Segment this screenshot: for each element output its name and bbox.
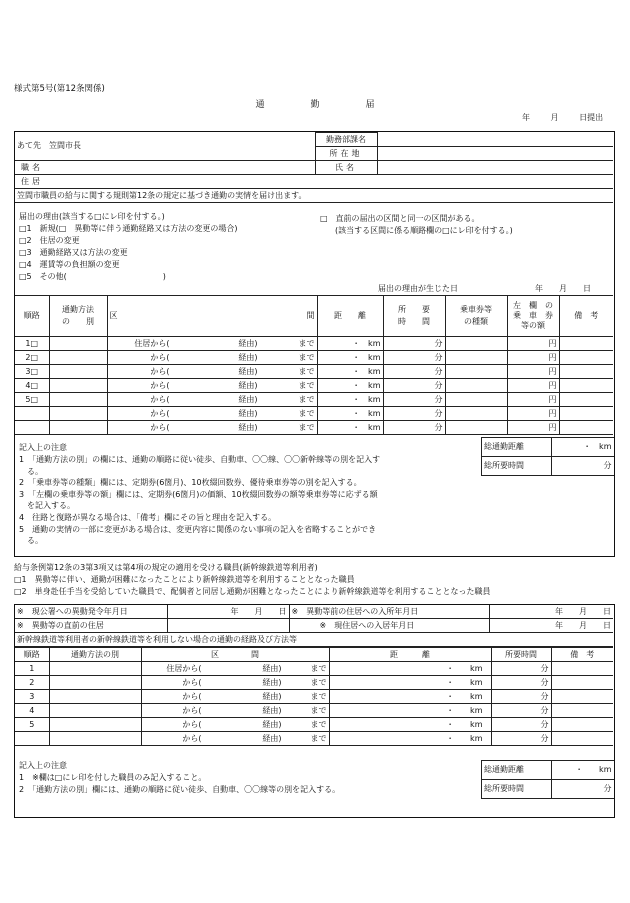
col-method-1: 通勤方法 (62, 305, 94, 314)
alt-route-method[interactable] (49, 718, 141, 732)
alt-route-remarks[interactable] (551, 704, 613, 718)
alt-route-row (15, 690, 613, 704)
route-time[interactable]: 分 (383, 337, 445, 351)
alt-route-to: まで (310, 705, 327, 715)
alt-route-row (15, 676, 613, 690)
alt-route-time[interactable]: 分 (491, 704, 551, 718)
route-via: 経由) (238, 338, 258, 348)
route-remarks[interactable] (559, 337, 613, 351)
route-method[interactable] (49, 365, 107, 379)
route-remarks[interactable] (559, 379, 613, 393)
alt-total-distance-label: 総通勤距離 (482, 761, 552, 780)
route-order[interactable] (15, 421, 49, 435)
note-line: を記入する。 (19, 501, 75, 511)
addressee: あて先 笠間市長 (15, 133, 315, 161)
name-field[interactable] (377, 161, 613, 175)
route-distance[interactable]: ・ km (317, 407, 383, 421)
route-section[interactable] (107, 365, 317, 379)
route-row (15, 393, 613, 407)
alt-route-method[interactable] (49, 690, 141, 704)
reason-date-ymd: 年 月 日 (535, 284, 591, 293)
alt-route-row (15, 718, 613, 732)
alt-route-via: 経由) (262, 705, 282, 715)
route-distance[interactable]: ・ km (317, 421, 383, 435)
route-from: から( (150, 380, 170, 390)
total-time-label: 総所要時間 (482, 457, 552, 476)
route-order[interactable]: 4□ (15, 379, 49, 393)
route-time[interactable]: 分 (383, 351, 445, 365)
route-via: 経由) (238, 352, 258, 362)
route-time[interactable]: 分 (383, 407, 445, 421)
form-number: 様式第5号(第12条関係) (14, 84, 105, 94)
position-label: 職名 (21, 162, 43, 172)
alt-route-section[interactable] (141, 732, 329, 746)
alt-note-1: 1 ※欄は□にレ印を付した職員のみ記入すること。 (19, 773, 207, 782)
alt-route-from: から( (182, 705, 202, 715)
alt-route-distance[interactable]: ・ km (329, 676, 491, 690)
alt-total-time-value[interactable]: 分 (552, 780, 614, 799)
reason-date-label: 届出の理由が生じた日 (378, 284, 458, 293)
transfer-date-label: ※ 現公署への異動発令年月日 (15, 605, 167, 619)
route-ticket[interactable] (445, 421, 507, 435)
route-fare[interactable]: 円 (507, 421, 559, 435)
route-fare[interactable]: 円 (507, 407, 559, 421)
alt-route-remarks[interactable] (551, 718, 613, 732)
route-via: 経由) (238, 366, 258, 376)
dept-field[interactable] (377, 133, 613, 147)
total-distance-label: 総通勤距離 (482, 438, 552, 457)
note-line: 4 往路と復路が異なる場合は、「備考」欄にその旨と理由を記入する。 (19, 512, 277, 522)
reasons-heading: 届出の理由(該当する□にレ印を付する。) (19, 212, 165, 221)
alt-notes-heading: 記入上の注意 (19, 761, 67, 770)
alt-route-row (15, 662, 613, 676)
route-to: まで (298, 338, 315, 348)
col-order: 順路 (15, 296, 49, 337)
alt-route-section[interactable] (141, 676, 329, 690)
route-row (15, 365, 613, 379)
note-line: る。 (19, 466, 43, 476)
total-time-value[interactable]: 分 (552, 457, 614, 476)
route-distance[interactable]: ・ km (317, 379, 383, 393)
col-fare-1: 左 欄 の (513, 301, 553, 310)
previous-residence-label: ※ 異動等の直前の住居 (15, 619, 167, 633)
reason-option-3[interactable]: □3 通勤経路又は方法の変更 (19, 248, 128, 257)
reason-option-5[interactable]: □5 その他( ) (19, 272, 166, 281)
location-field[interactable] (377, 147, 613, 161)
position-row[interactable] (15, 161, 315, 175)
col-fare (507, 296, 559, 337)
route-ticket[interactable] (445, 351, 507, 365)
same-section-checkbox[interactable]: □ 直前の届出の区間と同一の区間がある。 (320, 214, 480, 223)
alt-route-time[interactable]: 分 (491, 690, 551, 704)
route-method[interactable] (49, 407, 107, 421)
route-method[interactable] (49, 393, 107, 407)
col-section-end: 間 (306, 311, 315, 320)
route-section[interactable] (107, 421, 317, 435)
alt-note-2: 2 「通勤方法の別」欄には、通勤の順路に従い徒歩、自動車、〇〇線等の別を記入する。 (19, 785, 341, 794)
route-row (15, 407, 613, 421)
route-ticket[interactable] (445, 407, 507, 421)
route-fare[interactable]: 円 (507, 365, 559, 379)
name-label: 氏名 (315, 161, 377, 175)
route-method[interactable] (49, 421, 107, 435)
alt-route-order: 1 (15, 662, 49, 676)
route-row (15, 351, 613, 365)
alt-route-section[interactable] (141, 690, 329, 704)
route-to: まで (298, 352, 315, 362)
shinkansen-option-2[interactable]: □2 単身赴任手当を受給していた職員で、配偶者と同居し通勤が困難となったことにより新幹線鉄道等を利用することとなった職員 (14, 587, 491, 596)
col-remarks: 備 考 (559, 296, 613, 337)
note-line: る。 (19, 536, 43, 546)
route-order[interactable]: 1□ (15, 337, 49, 351)
commute-form-box (14, 131, 615, 557)
alt-route-to: まで (310, 733, 327, 743)
col-ticket (445, 296, 507, 337)
alt-route-order: 3 (15, 690, 49, 704)
route-remarks[interactable] (559, 365, 613, 379)
alt-route-section[interactable] (141, 704, 329, 718)
shinkansen-option-1[interactable]: □1 異動等に伴い、通勤が困難になったことにより新幹線鉄道等を利用することとなった職員 (14, 575, 355, 584)
route-fare[interactable]: 円 (507, 351, 559, 365)
alt-route-order: 5 (15, 718, 49, 732)
address-label: 住居 (21, 176, 43, 186)
alt-route-method[interactable] (49, 662, 141, 676)
route-distance[interactable]: ・ km (317, 351, 383, 365)
alt-route-from: から( (182, 691, 202, 701)
alt-col-order: 順路 (15, 648, 49, 662)
col-time-1: 所 要 (398, 305, 430, 314)
notes-heading: 記入上の注意 (19, 443, 67, 452)
alt-route-row (15, 704, 613, 718)
submission-date: 年 月 日提出 (522, 113, 604, 122)
col-time-2: 時 間 (398, 317, 430, 326)
alt-route-via: 経由) (262, 677, 282, 687)
route-from: から( (150, 352, 170, 362)
applicant-info-table (15, 132, 613, 203)
alt-route-distance[interactable]: ・ km (329, 690, 491, 704)
shinkansen-heading: 給与条例第12条の3第3項又は第4項の規定の適用を受ける職員(新幹線鉄道等利用者) (14, 563, 318, 572)
route-to: まで (298, 380, 315, 390)
route-ticket[interactable] (445, 379, 507, 393)
route-order[interactable]: 3□ (15, 365, 49, 379)
alt-route-from: から( (182, 733, 202, 743)
alt-col-section: 区 間 (141, 648, 329, 662)
route-from: から( (150, 408, 170, 418)
route-order[interactable] (15, 407, 49, 421)
col-distance: 距 離 (317, 296, 383, 337)
alt-route-method[interactable] (49, 704, 141, 718)
route-from: から( (150, 394, 170, 404)
reason-option-1[interactable]: □1 新規(□ 異動等に伴う通勤経路又は方法の変更の場合) (19, 224, 238, 233)
form-title: 通勤届 (255, 100, 421, 110)
alt-route-from: から( (182, 677, 202, 687)
col-fare-2: 乗 車 券 (513, 311, 553, 320)
alt-route-remarks[interactable] (551, 676, 613, 690)
alt-route-to: まで (310, 691, 327, 701)
alt-route-distance[interactable]: ・ km (329, 732, 491, 746)
note-line: 1 「通勤方法の別」の欄には、通勤の順路に従い徒歩、自動車、〇〇線、〇〇新幹線等の別を記入す (19, 455, 381, 464)
alt-route-via: 経由) (262, 663, 282, 673)
route-row (15, 337, 613, 351)
alt-route-via: 経由) (262, 719, 282, 729)
route-from: 住居から( (134, 338, 170, 348)
alt-route-order: 2 (15, 676, 49, 690)
shinkansen-form-box (14, 604, 615, 818)
alt-route-time[interactable]: 分 (491, 676, 551, 690)
note-line: 5 通勤の実情の一部に変更がある場合は、変更内容に関係のない事項の記入を省略することができ (19, 524, 377, 534)
col-ticket-1: 乗車券等 (460, 305, 492, 314)
route-to: まで (298, 422, 315, 432)
alt-route-section[interactable] (141, 662, 329, 676)
route-section[interactable] (107, 351, 317, 365)
col-section-start: 区 (109, 311, 118, 320)
route-order[interactable]: 5□ (15, 393, 49, 407)
route-via: 経由) (238, 380, 258, 390)
route-remarks[interactable] (559, 421, 613, 435)
alt-col-method: 通勤方法の別 (49, 648, 141, 662)
route-section[interactable] (107, 393, 317, 407)
route-from: から( (150, 422, 170, 432)
col-fare-3: 等の額 (521, 321, 545, 330)
route-row (15, 379, 613, 393)
note-line: 2 「乗車券等の種類」欄には、定期券(6箇月)、10枚綴回数券、優待乗車券等の別を記入する。 (19, 478, 362, 488)
notes-list (19, 454, 380, 547)
alt-col-remarks: 備 考 (551, 648, 613, 662)
route-order[interactable]: 2□ (15, 351, 49, 365)
transfer-date-field[interactable]: 年 月 日 (167, 605, 289, 619)
previous-residence-date-field[interactable]: 年 月 日 (489, 605, 613, 619)
transfer-info-table (15, 605, 613, 647)
location-label: 所在地 (315, 147, 377, 161)
route-table (15, 295, 613, 435)
total-distance-value[interactable]: ・ km (552, 438, 614, 457)
route-remarks[interactable] (559, 407, 613, 421)
alt-total-time-label: 総所要時間 (482, 780, 552, 799)
alt-col-distance: 距 離 (329, 648, 491, 662)
alt-route-to: まで (310, 719, 327, 729)
route-time[interactable]: 分 (383, 393, 445, 407)
route-ticket[interactable] (445, 365, 507, 379)
route-fare[interactable]: 円 (507, 393, 559, 407)
route-ticket[interactable] (445, 337, 507, 351)
route-section[interactable] (107, 407, 317, 421)
route-distance[interactable]: ・ km (317, 365, 383, 379)
reason-option-2[interactable]: □2 住居の変更 (19, 236, 80, 245)
route-method[interactable] (49, 379, 107, 393)
current-residence-date-label: ※ 現住居への入居年月日 (289, 619, 489, 633)
dept-label: 勤務部課名 (315, 133, 377, 147)
declaration: 笠間市職員の給与に関する規則第12条の規定に基づき通勤の実情を届け出ます。 (15, 189, 613, 203)
non-shinkansen-route-heading: 新幹線鉄道等利用者の新幹線鉄道等を利用しない場合の通勤の経路及び方法等 (15, 633, 613, 647)
alt-col-time: 所要時間 (491, 648, 551, 662)
totals-table (481, 437, 614, 476)
route-section[interactable] (107, 337, 317, 351)
address-row[interactable] (15, 175, 613, 189)
route-ticket[interactable] (445, 393, 507, 407)
reason-option-4[interactable]: □4 運賃等の負担額の変更 (19, 260, 120, 269)
previous-residence-date-label: ※ 異動等前の住居への入所年月日 (289, 605, 489, 619)
alt-route-distance[interactable]: ・ km (329, 704, 491, 718)
alt-route-to: まで (310, 663, 327, 673)
route-via: 経由) (238, 394, 258, 404)
alt-route-from: から( (182, 719, 202, 729)
route-via: 経由) (238, 408, 258, 418)
route-distance[interactable]: ・ km (317, 337, 383, 351)
alt-route-order: 4 (15, 704, 49, 718)
alt-route-via: 経由) (262, 691, 282, 701)
route-fare[interactable]: 円 (507, 379, 559, 393)
alt-route-from: 住居から( (166, 663, 202, 673)
route-fare[interactable]: 円 (507, 337, 559, 351)
route-remarks[interactable] (559, 351, 613, 365)
alt-route-distance[interactable]: ・ km (329, 662, 491, 676)
alt-route-to: まで (310, 677, 327, 687)
route-section[interactable] (107, 379, 317, 393)
alt-route-time[interactable]: 分 (491, 732, 551, 746)
route-to: まで (298, 394, 315, 404)
col-section (107, 296, 317, 337)
col-method-2: の 別 (62, 317, 94, 326)
route-time[interactable]: 分 (383, 421, 445, 435)
alt-route-order (15, 732, 49, 746)
alt-total-distance-value[interactable]: ・ km (552, 761, 614, 780)
col-time (383, 296, 445, 337)
col-method (49, 296, 107, 337)
route-remarks[interactable] (559, 393, 613, 407)
current-residence-date-field[interactable]: 年 月 日 (489, 619, 613, 633)
same-section-note: (該当する区間に係る順路欄の□にレ印を付する。) (335, 226, 513, 235)
alt-route-remarks[interactable] (551, 732, 613, 746)
col-ticket-2: の種類 (464, 317, 488, 326)
route-distance[interactable]: ・ km (317, 393, 383, 407)
alt-route-via: 経由) (262, 733, 282, 743)
alt-route-time[interactable]: 分 (491, 662, 551, 676)
previous-residence-field[interactable] (167, 619, 289, 633)
alt-route-remarks[interactable] (551, 690, 613, 704)
note-line: 3 「左欄の乗車券等の額」欄には、定期券(6箇月)の価額、10枚綴回数券の額等乗車券等に応ずる額 (19, 489, 378, 499)
alt-route-time[interactable]: 分 (491, 718, 551, 732)
route-row (15, 421, 613, 435)
alt-route-row (15, 732, 613, 746)
alt-route-method[interactable] (49, 676, 141, 690)
alt-totals-table (481, 760, 614, 799)
route-via: 経由) (238, 422, 258, 432)
route-to: まで (298, 408, 315, 418)
route-method[interactable] (49, 351, 107, 365)
alt-route-table (15, 647, 613, 746)
route-from: から( (150, 366, 170, 376)
alt-route-section[interactable] (141, 718, 329, 732)
route-method[interactable] (49, 337, 107, 351)
alt-route-method[interactable] (49, 732, 141, 746)
route-time[interactable]: 分 (383, 379, 445, 393)
route-to: まで (298, 366, 315, 376)
alt-route-distance[interactable]: ・ km (329, 718, 491, 732)
route-time[interactable]: 分 (383, 365, 445, 379)
alt-route-remarks[interactable] (551, 662, 613, 676)
